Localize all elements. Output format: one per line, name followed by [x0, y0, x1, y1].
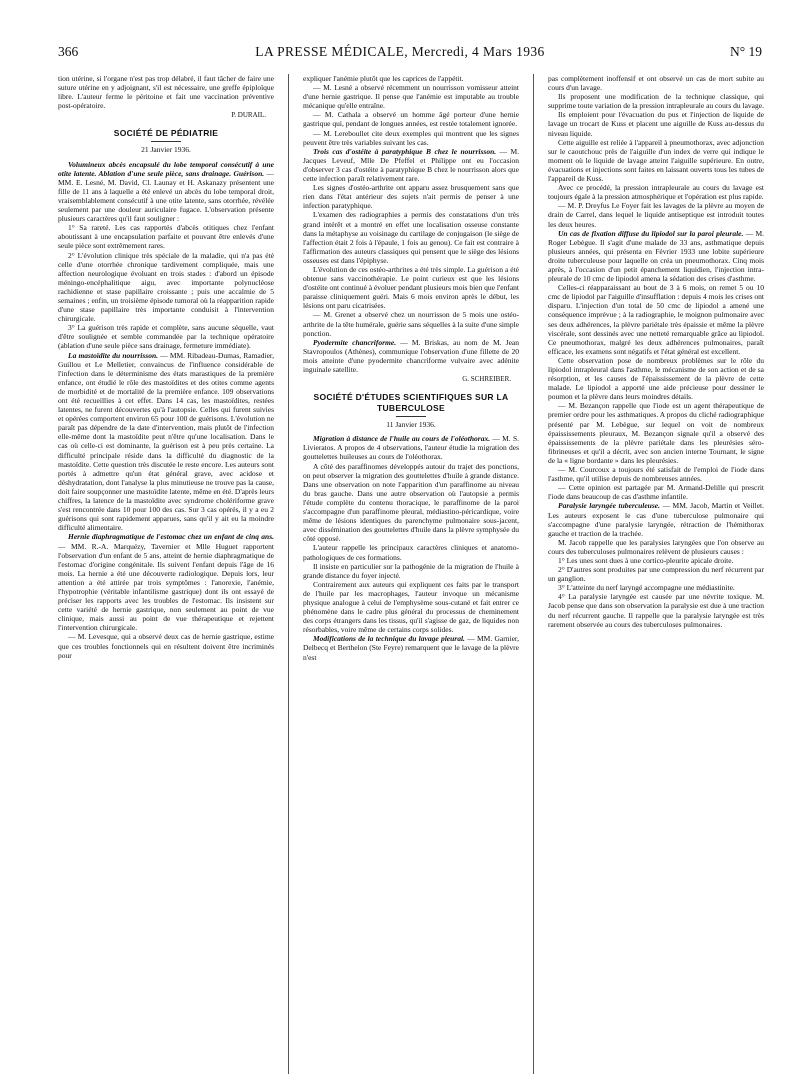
signature: G. SCHREIBER. [462, 375, 511, 384]
paragraph: — Cette opinion est partagée par M. Armand-Delille qui prescrit l'iode dans beaucoup de cas d'asthme infantile. [548, 483, 764, 502]
paragraph: Cette aiguille est reliée à l'appareil à pneumothorax, avec adjonction sur le caoutchouc près de l'aiguille d'un index de verre qui indique le moment où le liquide de lavage atteint l'aiguille supérieure. En outre, évacuations et injections sont faites en laissant ouverts tous les tubes de l'appareil de Kuss. [548, 137, 764, 184]
paragraph: Les signes d'ostéo-arthrite ont apparu assez brusquement sans que rien dans l'état antérieur des sujets n'ait permis de penser à une infection paratyphique. [303, 183, 519, 211]
section-title-tuberculose: SOCIÉTÉ D'ÉTUDES SCIENTIFIQUES SUR LA TUBERCULOSE [313, 392, 509, 414]
paragraph: 3° L'atteinte du nerf laryngé accompagne une médiastinite. [558, 583, 735, 593]
paragraph [303, 147, 519, 183]
column-3 [548, 74, 764, 1074]
paragraph [303, 338, 519, 374]
article-title: Un cas de fixation diffuse du lipiodol sur la paroi pleurale. [558, 228, 744, 238]
paragraph: — M. P. Dreyfus Le Foyer fait les lavages de la plèvre au moyen de drain de Carrel, dans lequel le liquide antiseptique est introduit toutes les deux heures. [548, 201, 764, 229]
paragraph: Ils proposent une modification de la technique classique, qui supprime toute variation de la pression intrapleurale au cours du lavage. [548, 92, 764, 111]
article-body: — MM. R.-A. Marquézy, Tavernier et Mlle Huguet rapportent l'observation d'un enfant de 5 ans, atteint de hernie diaphragmatique de l'estomac d'origine congénitale. Ils suivent l'enfant depuis l'âge de 16 mois. La hernie a été une découverte radiologique. Depuis lors, leur attention a été attirée par trois symptômes : l'anorexie, l'anémie, l'hypotrophie (véritable infantilisme gastrique) dont ils ont essayé de préciser les rapports avec les troubles de l'estomac. Ils insistent sur cette variété de hernie gastrique, non seulement au point de vue clinique, mais aussi au point de vue thérapeutique et rejettent l'intervention chirurgicale. [58, 541, 274, 633]
article-title: Trois cas d'ostéite à paratyphique B chez le nourrisson. [313, 146, 497, 156]
paragraph: expliquer l'anémie plutôt que les caprices de l'appétit. [303, 74, 464, 83]
paragraph: Ils emploient pour l'évacuation du pus et l'injection de liquide de lavage un trocart de Kuss et placent une aiguille de Kuss au-dessus du niveau liquide. [548, 110, 764, 138]
paragraph [58, 160, 274, 224]
paragraph: 3° La guérison très rapide et complète, sans aucune séquelle, vaut d'être soulignée et semble commandée par la technique opératoire (ablation d'une seule pièce sans drainage, fermeture immédiate). [58, 323, 274, 351]
paragraph: Il insiste en particulier sur la pathogénie de la migration de l'huile à grande distance du foyer injecté. [303, 561, 519, 580]
paragraph: 1° Les unes sont dues à une cortico-pleurite apicale droite. [558, 555, 734, 565]
article-title: Hernie diaphragmatique de l'estomac chez un enfant de cinq ans. [68, 532, 274, 542]
paragraph: tion utérine, si l'organe n'est pas trop délabré, il faut tâcher de faire une suture utérine en y adjoignant, s'il est nécessaire, une greffe épiploïque libre. L'auteur ferme le péritoine et fait une vaccination préventive post-opératoire. [58, 74, 274, 111]
column-2 [303, 74, 519, 1074]
article-title: La mastoïdite du nourrisson. [68, 350, 159, 360]
paragraph [58, 532, 274, 632]
article-title: Pyodermite chancriforme. [313, 337, 397, 347]
article-body: — M. Jacques Leveuf, Mlle De Pfeffel et Philippe ont eu l'occasion d'observer 3 cas d'ostéite à paratyphique B chez le nourrisson alors que cette infection paraît relativement rare. [303, 146, 519, 184]
article-title: Migration à distance de l'huile au cours de l'oléothorax. [313, 434, 491, 444]
article-body: — M. S. Livieratos. A propos de 4 observations, l'auteur étudie la migration des gouttelettes huileuses au cours de l'oléothorax. [303, 434, 519, 462]
article-columns [58, 74, 764, 1074]
paragraph: 2° D'autres sont produites par une compression du nerf récurrent par un ganglion. [548, 565, 764, 584]
page-header [58, 44, 762, 64]
paragraph: L'examen des radiographies a permis des constatations d'un très grand intérêt et a montré en effet une localisation osseuse constante dans la métaphyse au voisinage du cartilage de conjugaison (le siège de l'affection était 2 fois à l'épaule, 1 fois au genou). Ce fait est contraire à l'affirmation des auteurs classiques qui pensent que le siège des lésions osseuses est dans l'épiphyse. [303, 210, 519, 265]
paragraph [548, 229, 764, 284]
paragraph: — M. Courcoux a toujours été satisfait de l'emploi de l'iode dans l'asthme, qu'il utilise depuis de nombreuses années. [548, 465, 764, 484]
article-body: — MM. E. Lesné, M. David, Cl. Launay et H. Askanazy présentent une fille de 11 ans à laquelle a été enlevé un abcès du lobe temporal droit, vraisemblablement consécutif à une otite latente, sans otorrhée, révélée seulement par une douleur auriculaire fugace. L'observation présente plusieurs caractères qu'il faut souligner : [58, 168, 274, 224]
article-body: — MM. Ribadeau-Dumas, Ramadier, Guillou et Le Melletier, convaincus de l'influence considérable de l'infection dans le déterminisme des états marastiques de la première enfance, ont étudié le rôle des mastoïdites et des otites comme agents de morbidité et de mortalité de la première enfance. 109 observations ont été recueillies à cet effet. Dans 14 cas, les mastoïdites, restées latentes, ne furent découvertes qu'à l'autopsie. Celles qui furent suivies et opérées comportent environ 65 pour 100 de guérisons. L'évolution ne paraît pas dépendre de la date d'intervention, mais plutôt de l'infection elle-même dont la mastoïdite peut n'être qu'une localisation. Dans le cas où celle-ci est dominante, la guérison est à peu près certaine. La difficulté principale réside dans la difficulté du diagnostic de la mastoïdite. Cette question très discutée le reste encore. Les auteurs sont portés à admettre qu'un état général grave, avec acidose et déshydratation, dont l'analyse la plus minutieuse ne trouve pas la cause, doit faire soupçonner une mastoïdite latente, même en été. D'après leurs chiffres, la latence de la mastoïdite avec syndrome cholériforme grave s'est rencontrée dans 10 pour 100 des cas. Sur 3 cas opérés, il y a eu 2 guérisons qui sont rapidement apparues, sans qu'il y ait eu la moindre difficulté alimentaire. [58, 350, 274, 533]
paragraph: L'auteur rappelle les principaux caractères cliniques et anatomo-pathologiques de ces formations. [303, 543, 519, 562]
section-date: 21 Janvier 1936. [141, 145, 191, 155]
paragraph [548, 501, 764, 537]
article-title: Modifications de la technique du lavage pleural. [313, 634, 465, 644]
paragraph: M. Jacob rappelle que les paralysies laryngées que l'on observe au cours des tuberculoses pulmonaires relèvent de plusieurs causes : [548, 537, 764, 556]
paragraph: — M. Lesné a observé récemment un nourrisson vomisseur atteint d'une hernie gastrique. Il pense que l'anémie est imputable au trouble mécanique qu'elle entraîne. [303, 83, 519, 111]
paragraph: Avec ce procédé, la pression intrapleurale au cours du lavage est toujours égale à la pression atmosphérique et l'opération est plus rapide. [548, 183, 764, 202]
column-1 [58, 74, 274, 1074]
paragraph: — M. Cathala a observé un homme âgé porteur d'une hernie gastrique qui, pendant de longues années, est restée totalement ignorée. [303, 110, 519, 129]
divider [396, 416, 426, 417]
paragraph [303, 434, 519, 461]
article-body: — MM. Jacob, Martin et Veillet. Les auteurs exposent le cas d'une tuberculose pulmonaire qui s'accompagne d'une paralysie laryngée, rétraction de l'hémithorax gauche et traction de la trachée. [548, 501, 764, 538]
paragraph: pas complètement inoffensif et ont observé un cas de mort subite au cours d'un lavage. [548, 74, 764, 93]
paragraph: 2° L'évolution clinique très spéciale de la maladie, qui n'a pas été celle d'une otorrhée chronique tardivement compliquée, mais une affection neurologique évoluant en trois stades : d'abord un épisode méningo-encéphalitique aigu, avec importante polynucléose rachidienne et stase papillaire croissante ; puis une accalmie de 5 semaines ; enfin, un troisième épisode tumoral où la réapparition rapide d'une stase papillaire très importante conduisit à l'intervention chirurgicale. [58, 250, 274, 324]
paragraph: Celles-ci réapparaissant au bout de 3 à 6 mois, on remet 5 ou 10 cmc de lipiodol par l'aiguille d'insufflation : depuis 4 mois les crises ont disparu. L'injection d'un total de 50 cmc de lipiodol a amené une conséquence imprévue ; à la radiographie, le moignon pulmonaire avec ses deux adhérences, la plèvre pariétale très épaissie et même la plèvre viscérale, sont dessinés avec une netteté remarquable grâce au lipiodol. Ce pneumothorax, malgré les deux adhérences pulmonaires, paraît efficace, les examens sont négatifs et l'état général est excellent. [548, 283, 764, 356]
paragraph: Contrairement aux auteurs qui expliquent ces faits par le transport de l'huile par les macrophages, l'auteur invoque un mécanisme physique analogue à celui de l'emphysème sous-cutané et fait entrer ce phénomène dans le cadre plus général du processus de cheminement des corps étrangers dans les tissus, qu'il s'agisse de gaz, de liquides non résorbables, voire même de certains corps solides. [303, 579, 519, 635]
article-title: Paralysie laryngée tuberculeuse. [558, 501, 660, 511]
article-title: Volumineux abcès encapsulé du lobe temporal consécutif à une otite latente. Ablation d'une seule pièce, sans drainage. Guérison. [58, 159, 274, 178]
article-body: — M. Roger Lebègue. Il s'agit d'une malade de 33 ans, asthmatique depuis plusieurs années, qui présenta en Février 1933 une lobite supérieure droite tuberculeuse pour laquelle on créa un pneumothorax. Cinq mois après, à l'occasion d'un petit épanchement liquidien, l'injection intra-pleurale de 10 cmc de lipiodol amena la sédation des crises d'asthme. [548, 228, 764, 284]
paragraph: — M. Lereboullet cite deux exemples qui montrent que les signes peuvent être très variables suivant les cas. [303, 128, 519, 147]
paragraph: — M. Levesque, qui a observé deux cas de hernie gastrique, estime que ces troubles fonctionnels qui en résultent doivent être incriminés pour [58, 632, 274, 660]
paragraph: 4° La paralysie laryngée est causée par une névrite toxique. M. Jacob pense que dans son observation la paralysie est due à une traction du nerf récurrent gauche. Il rappelle que la paralysie laryngée est très rarement observée au cours des tuberculoses pulmonaires. [548, 592, 764, 629]
journal-title: LA PRESSE MÉDICALE, Mercredi, 4 Mars 1936 [255, 44, 545, 59]
paragraph: 1° Sa rareté. Les cas rapportés d'abcès otitiques chez l'enfant aboutissant à une encapsulation parfaite et pouvant être enlevés d'une seule pièce sont extrêmement rares. [58, 223, 274, 251]
divider [151, 141, 181, 142]
page-number: 366 [58, 44, 79, 59]
paragraph: A côté des paraffinomes développés autour du trajet des ponctions, on peut observer la migration des gouttelettes d'huile à grande distance. Dans une observation on note l'apparition d'un paraffinome au niveau du bras gauche. Dans une autre observation où l'autopsie a permis l'étude complète du contenu thoracique, le paraffinome de la paroi s'accompagne d'un paraffinome pleural, médiastino-péricardique, voire même de lésions identiques du parenchyme pulmonaire sous-jacent, avec dissémination des gouttelettes d'huile dans la plèvre symphysée du côté opposé. [303, 461, 519, 544]
section-date: 11 Janvier 1936. [386, 420, 436, 430]
paragraph [58, 351, 274, 533]
paragraph: — M. Grenet a observé chez un nourrisson de 5 mois une ostéo-arthrite de la tête humérale, guérie sans séquelles à la suite d'une simple ponction. [303, 310, 519, 338]
article-body: — MM. Garnier, Delbecq et Berthelon (Ste Feyre) remarquent que le lavage de la plèvre n'est [303, 634, 519, 662]
paragraph: Cette observation pose de nombreux problèmes sur le rôle du lipiodol intrapleural dans l'asthme, le mécanisme de son action et de sa résorption, et les causes de l'épaississement de la plèvre de cette malade. Le lipiodol a apporté une aide précieuse pour dessiner le poumon et la plèvre dans leurs moindres détails. [548, 355, 764, 402]
column-divider [288, 74, 289, 1074]
paragraph [303, 634, 519, 661]
section-title-pediatrie: SOCIÉTÉ DE PÉDIATRIE [113, 128, 219, 139]
signature: P. DURAIL. [231, 111, 266, 120]
article-body: — M. Briskas, au nom de M. Jean Stavropoulos (Athènes), communique l'observation d'une fillette de 20 mois atteinte d'une pyodermite chancriforme vulvaire avec adénite inguinale satellite. [303, 337, 519, 374]
issue-number: N° 19 [729, 44, 762, 59]
column-divider [533, 74, 534, 1074]
paragraph: L'évolution de ces ostéo-arthrites a été très simple. La guérison a été obtenue sans vaccinothérapie. Le point curieux est que les lésions d'ostéite ont continué à évoluer pendant plusieurs mois bien que l'enfant paraisse cliniquement guéri. Mais 6 mois environ après le début, les lésions ont paru cicatrisées. [303, 264, 519, 311]
paragraph: — M. Bezançon rappelle que l'iode est un agent thérapeutique de premier ordre pour les asthmatiques. A propos du cliché radiographique présenté par M. Lebègue, sur lequel on voit de nombreux épaississements pleuraux, M. Bezançon signale qu'il a observé des épaississements de la plèvre pariétale dans les pleurésies séro-fibrineuses et qu'il a décrit, avec son ancien interne Tournant, le signe de la « ligne bordante » dans les pleurésies. [548, 401, 764, 465]
